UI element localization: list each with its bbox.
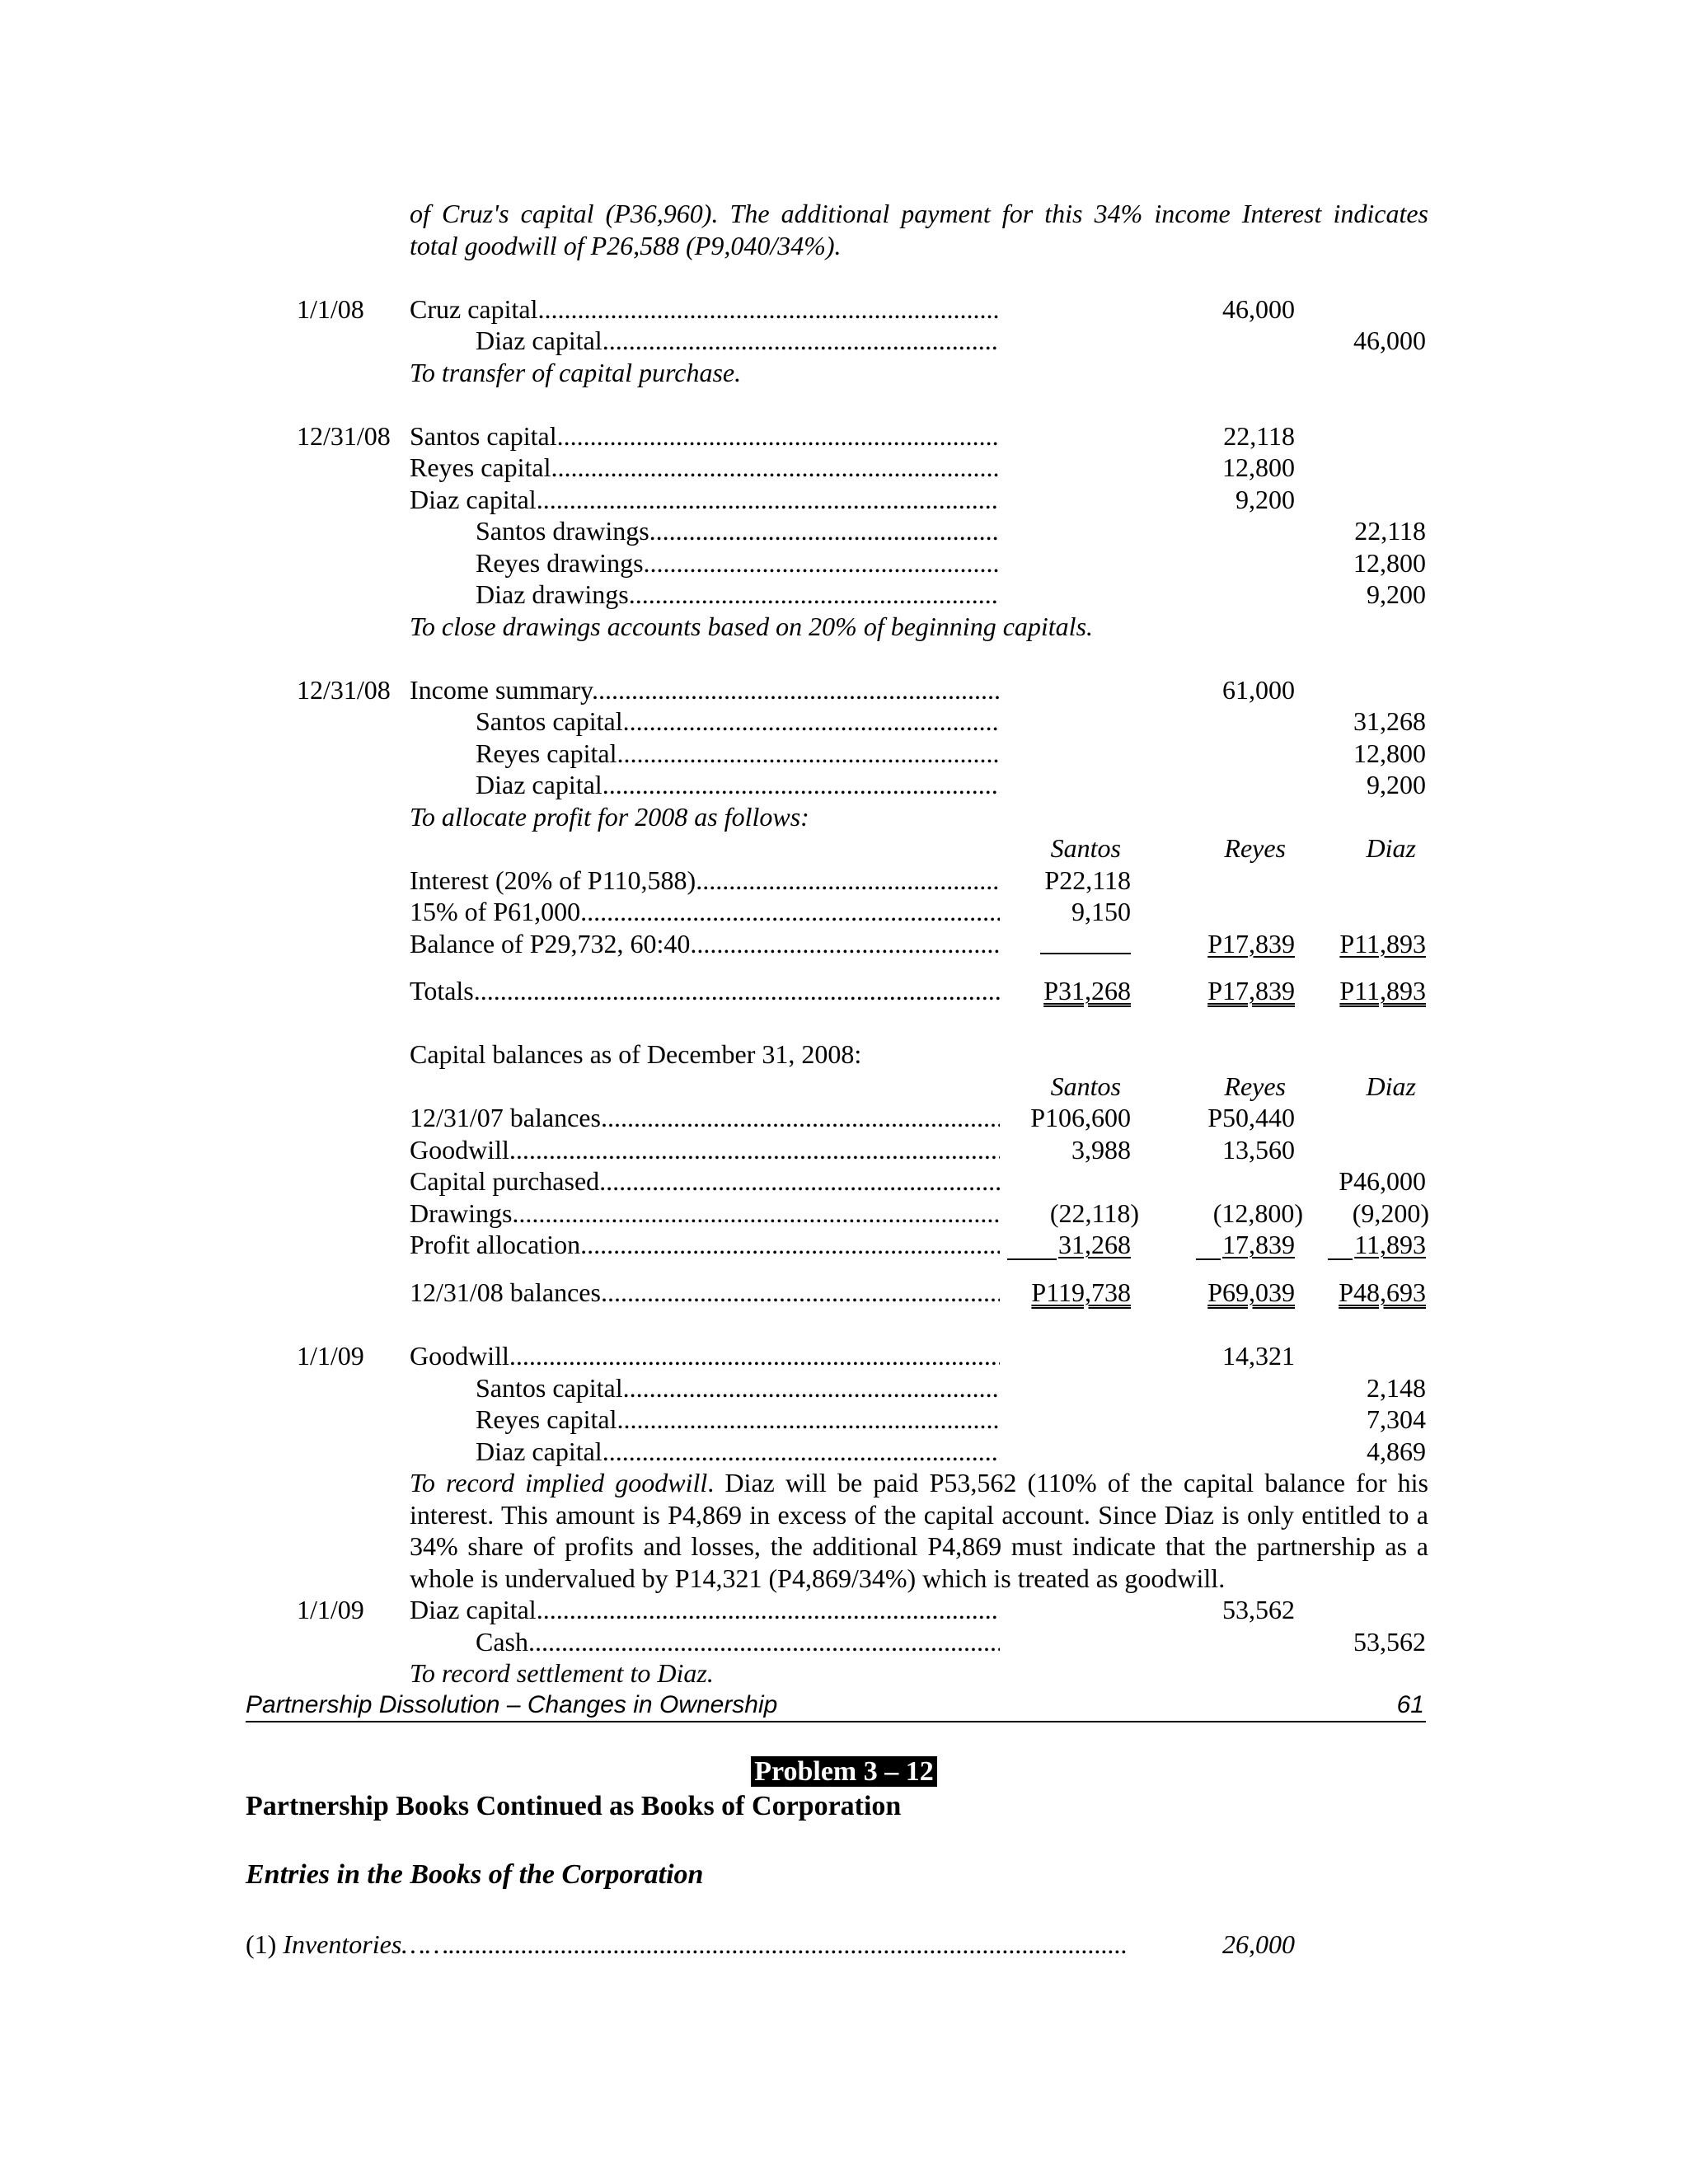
amount-cell [1353, 1197, 1429, 1229]
entry-date: 1/1/09 [297, 1595, 364, 1624]
account-name: Reyes capital ..... [476, 1404, 1000, 1435]
credit-amount: 2,148 [1367, 1372, 1426, 1403]
journal-line [0, 1436, 1688, 1467]
amount-value: P22,118 [1044, 865, 1131, 895]
journal-line [0, 1340, 1688, 1371]
account-name: Cruz capital ..... [410, 293, 1000, 325]
total-cell [1207, 1277, 1295, 1308]
intro-line-row [0, 230, 1688, 261]
problem-subheading: Entries in the Books of the Corporation [246, 1858, 704, 1890]
debit-amount: 53,562 [1222, 1595, 1295, 1624]
schedule-header [0, 832, 1688, 864]
amount-value: 9,150 [1071, 897, 1131, 926]
account-name: Diaz capital ..... [410, 484, 1000, 515]
debit-amount: 26,000 [1222, 1929, 1295, 1960]
journal-line [0, 1626, 1688, 1657]
totals-label: 12/31/08 balances ..... [410, 1277, 1000, 1308]
debit-amount: 61,000 [1222, 674, 1295, 705]
account-name: Goodwill ..... [410, 1340, 1000, 1371]
schedule-row [0, 1134, 1688, 1165]
memo-row [0, 801, 1688, 832]
journal-line [0, 452, 1688, 483]
row-label: Balance of P29,732, 60:40 ..... [410, 928, 1000, 959]
amount-value: (12,800) [1212, 1197, 1303, 1228]
total-value: P31,268 [1043, 976, 1131, 1006]
amount-cell [1222, 1134, 1295, 1165]
schedule-row [0, 1165, 1688, 1197]
memo-row [0, 357, 1688, 388]
amount-cell [1207, 928, 1295, 959]
amount-value: 31,268 [1058, 1230, 1131, 1260]
account-name: Santos drawings ..... [476, 515, 1000, 546]
problem-label-box [0, 1755, 1688, 1788]
schedule-row [0, 865, 1688, 896]
entry-account-name [283, 1929, 1128, 1959]
entry-number: (1) [246, 1929, 277, 1960]
credit-amount: 12,800 [1353, 738, 1426, 768]
schedule-title: Capital balances as of December 31, 2008: [410, 1039, 862, 1070]
journal-line [0, 420, 1688, 452]
amount-value: P17,839 [1207, 928, 1295, 958]
credit-amount: 9,200 [1367, 579, 1426, 609]
journal-line [0, 738, 1688, 769]
debit-amount: 12,800 [1222, 452, 1295, 482]
credit-amount: 12,800 [1353, 547, 1426, 578]
entry-memo: To allocate profit for 2008 as follows: [410, 801, 809, 832]
totals-label: Totals ..... [410, 975, 1000, 1006]
entry-date: 1/1/08 [297, 293, 364, 324]
account-name: Diaz drawings ..... [476, 579, 1000, 610]
account-name: Santos capital ..... [476, 705, 1000, 737]
column-header: Diaz [1366, 833, 1416, 863]
row-label: Goodwill ..... [410, 1134, 1000, 1165]
total-cell [1043, 975, 1131, 1006]
amount-value: 11,893 [1354, 1230, 1426, 1260]
schedule-row [0, 928, 1688, 959]
column-header: Reyes [1224, 1071, 1286, 1101]
debit-amount: 22,118 [1223, 420, 1295, 451]
problem-row [0, 1755, 1688, 1787]
amount-cell [1196, 1229, 1295, 1260]
column-header: Santos [1050, 833, 1121, 863]
journal-line [0, 484, 1688, 515]
journal-line [0, 293, 1688, 325]
amount-cell [1050, 1197, 1139, 1229]
amount-cell [1328, 1229, 1426, 1260]
credit-amount: 7,304 [1367, 1404, 1426, 1434]
page-footer-row [0, 1690, 1688, 1721]
amount-cell [1339, 1165, 1426, 1197]
entry-date: 12/31/08 [297, 674, 391, 705]
row-label: Interest (20% of P110,588) ..... [410, 865, 1000, 896]
amount-cell [1044, 865, 1131, 896]
debit-amount: 9,200 [1236, 484, 1295, 514]
total-value: P119,738 [1031, 1277, 1131, 1307]
amount-value: (9,200) [1352, 1197, 1429, 1228]
entry-date: 1/1/09 [297, 1341, 364, 1371]
amount-cell [1339, 928, 1426, 959]
row-label: 12/31/07 balances ..... [410, 1102, 1000, 1133]
debit-amount: 14,321 [1222, 1341, 1295, 1371]
amount-value: P11,893 [1339, 928, 1426, 958]
credit-amount: 53,562 [1353, 1626, 1426, 1657]
account-name: Diaz capital ..... [476, 769, 1000, 800]
credit-amount: 9,200 [1367, 770, 1426, 799]
memo-italic: To record implied goodwill [410, 1468, 708, 1497]
column-header: Santos [1050, 1071, 1121, 1101]
journal-line [0, 769, 1688, 800]
credit-amount: 22,118 [1354, 516, 1426, 546]
total-cell [1031, 1277, 1131, 1308]
journal-line [0, 579, 1688, 610]
heading-row [0, 1791, 1688, 1822]
goodwill-memo [410, 1467, 1428, 1594]
amount-value: (22,118) [1049, 1197, 1139, 1228]
problem-heading: Partnership Books Continued as Books of Corporation [246, 1790, 902, 1821]
memo-row [0, 611, 1688, 642]
amount-cell [1007, 1229, 1131, 1260]
page-footer [246, 1690, 1426, 1722]
total-cell [1339, 1277, 1426, 1308]
underline-lead [1196, 1234, 1221, 1260]
amount-cell [1207, 1102, 1295, 1133]
memo-paragraph-row [0, 1467, 1688, 1593]
schedule-totals [0, 975, 1688, 1006]
account-name: Income summary ..... [410, 674, 1000, 705]
entry-date: 12/31/08 [297, 420, 391, 451]
row-label: Capital purchased ..... [410, 1165, 1000, 1197]
row-label: 15% of P61,000 ..... [410, 896, 1000, 927]
debit-amount: 46,000 [1222, 293, 1295, 324]
intro-text: of Cruz's capital (P36,960). The additional payment for this 34% income Interest indicates [410, 199, 1428, 228]
credit-amount: 4,869 [1367, 1436, 1426, 1466]
schedule-row [0, 1197, 1688, 1229]
entry-account [246, 1929, 1128, 1960]
memo-row [0, 1657, 1688, 1689]
entry-memo: To transfer of capital purchase. [410, 357, 742, 387]
journal-line [0, 1594, 1688, 1625]
total-cell [1339, 975, 1426, 1006]
entry-memo: To record settlement to Diaz. [410, 1658, 714, 1688]
account-name: Diaz capital ..... [476, 325, 1000, 356]
problem-label: Problem 3 – 12 [751, 1756, 937, 1787]
total-value: P17,839 [1207, 976, 1295, 1006]
amount-cell [1071, 896, 1131, 927]
total-value: P48,693 [1339, 1277, 1426, 1307]
amount-cell [1030, 1102, 1131, 1133]
schedule-totals [0, 1277, 1688, 1308]
amount-value: 13,560 [1222, 1134, 1295, 1165]
schedule-row [0, 1229, 1688, 1260]
amount-value: P50,440 [1207, 1103, 1295, 1133]
amount-cell [1071, 1134, 1131, 1165]
amount-value: 3,988 [1071, 1134, 1131, 1165]
account-name: Reyes capital ..... [476, 738, 1000, 769]
page-number: 61 [1396, 1690, 1424, 1718]
total-value: P11,893 [1339, 976, 1426, 1006]
journal-line [0, 705, 1688, 737]
journal-line [0, 515, 1688, 546]
underline-mark [1040, 928, 1131, 954]
schedule-header [0, 1071, 1688, 1102]
underline-lead [1328, 1234, 1353, 1260]
intro-line-row [0, 198, 1688, 229]
row-label: Profit allocation ..... [410, 1229, 1000, 1260]
total-cell [1207, 975, 1295, 1006]
amount-value: P106,600 [1030, 1103, 1131, 1133]
entry-memo: To close drawings accounts based on 20% of beginning capitals. [410, 611, 1094, 641]
account-name: Santos capital ..... [410, 420, 1000, 452]
journal-line [0, 1372, 1688, 1404]
account-name: Reyes capital ..... [410, 452, 1000, 483]
underline-lead [1007, 1234, 1057, 1260]
schedule-row [0, 1102, 1688, 1133]
credit-amount: 46,000 [1353, 326, 1426, 355]
schedule-title-row [0, 1038, 1688, 1070]
account-name: Reyes drawings ..... [476, 547, 1000, 579]
corporation-entry-row [0, 1929, 1688, 1960]
column-header: Diaz [1366, 1071, 1416, 1101]
amount-value: 17,839 [1222, 1230, 1295, 1260]
schedule-row [0, 896, 1688, 927]
footer-title: Partnership Dissolution – Changes in Ownership [246, 1690, 778, 1718]
account-name: Diaz capital ..... [410, 1594, 1000, 1625]
amount-cell [1213, 1197, 1303, 1229]
account-name: Santos capital ..... [476, 1372, 1000, 1404]
account-name: Diaz capital ..... [476, 1436, 1000, 1467]
account-name: Cash ..... [476, 1626, 1000, 1657]
credit-amount: 31,268 [1353, 706, 1426, 736]
row-label: Drawings ..... [410, 1197, 1000, 1229]
journal-line [0, 1404, 1688, 1435]
intro-text: total goodwill of P26,588 (P9,040/34%). [410, 230, 842, 260]
blank-underline [1040, 928, 1131, 961]
amount-value: P46,000 [1339, 1166, 1426, 1197]
journal-line [0, 547, 1688, 579]
account-text: Inventories [283, 1929, 402, 1960]
journal-line [0, 674, 1688, 705]
column-header: Reyes [1224, 833, 1286, 863]
total-value: P69,039 [1207, 1277, 1295, 1307]
memo-text: . Diaz will be paid P53,562 (110% of the capital balance for his interest. This amount is P4,869 in excess of the capital account. Since Diaz is only entitled to a 34% share of profits and losses, the additional P4,869 must indicate that the partnership as a whole is undervalued by P14,321 (P4,869/34%) which is treated as goodwill. [410, 1468, 1429, 1593]
subheading-row [0, 1859, 1688, 1891]
journal-line [0, 325, 1688, 356]
